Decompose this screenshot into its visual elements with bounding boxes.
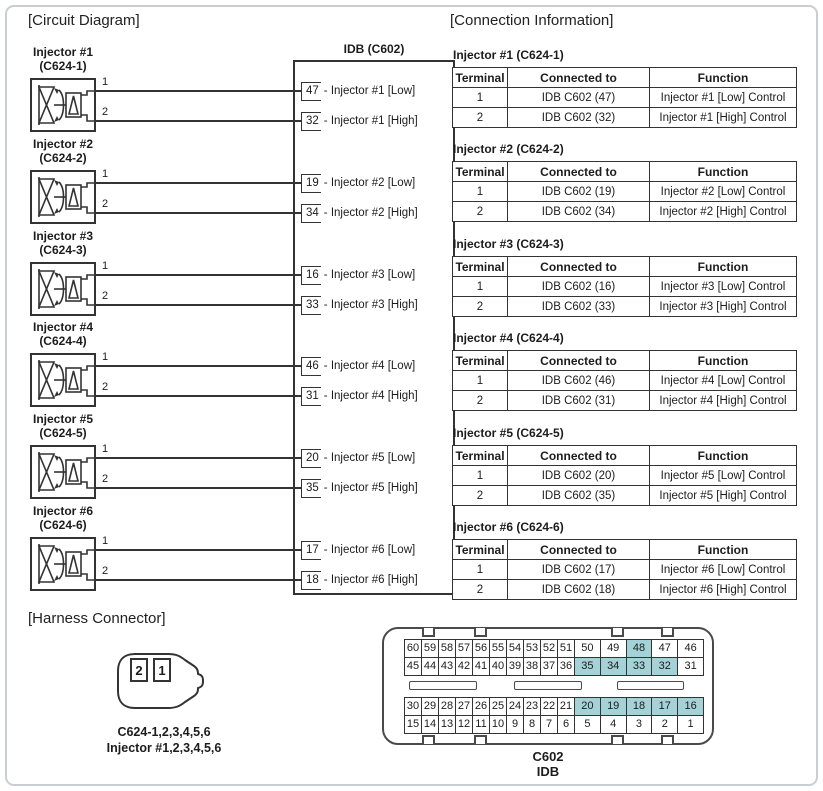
c602-tab <box>422 735 435 744</box>
table-cell: 2 <box>453 108 508 128</box>
injector-symbol-icon <box>32 447 94 497</box>
table-cell: 1 <box>453 466 508 486</box>
table-header-cell: Function <box>650 540 797 560</box>
idb-pin-row <box>301 478 418 498</box>
table-cell: IDB C602 (20) <box>508 466 650 486</box>
idb-pin-label: - Injector #3 [High] <box>323 299 418 311</box>
pin-cell: 60 <box>405 640 422 658</box>
c602-tab <box>661 628 674 637</box>
pin-cell: 45 <box>405 658 422 676</box>
idb-pin-label: - Injector #1 [High] <box>323 115 418 127</box>
table-cell: Injector #3 [Low] Control <box>650 277 797 297</box>
harness-pin-label: 1 <box>158 663 166 678</box>
harness-pin-label: 2 <box>135 663 143 678</box>
idb-pin-row <box>301 570 418 590</box>
table-cell: IDB C602 (19) <box>508 182 650 202</box>
wire-high <box>96 487 303 489</box>
pin-cell: 40 <box>490 658 507 676</box>
pin-cell: 31 <box>678 658 704 676</box>
injector-symbol-icon <box>32 355 94 405</box>
c602-tab <box>474 628 487 637</box>
injector-circuit-group <box>0 229 462 321</box>
pin-cell: 1 <box>678 716 704 734</box>
table-cell: 1 <box>453 371 508 391</box>
table-cell: IDB C602 (33) <box>508 297 650 317</box>
pin-cell: 5 <box>575 716 601 734</box>
table-row <box>453 391 797 411</box>
table-cell: IDB C602 (35) <box>508 486 650 506</box>
wire-low <box>96 90 303 92</box>
idb-pin-number: 17 <box>301 541 321 560</box>
c602-tab <box>474 735 487 744</box>
injector-name-label: Injector #5 <box>32 412 94 426</box>
connection-table <box>452 350 797 411</box>
harness-caption-line1: C624-1,2,3,4,5,6 <box>117 725 211 739</box>
idb-pin-number: 47 <box>301 82 321 101</box>
table-header-cell: Connected to <box>508 446 650 466</box>
table-header-cell: Connected to <box>508 162 650 182</box>
pin-cell: 10 <box>490 716 507 734</box>
injector-code-label: (C624-5) <box>39 426 87 440</box>
wire-high <box>96 304 303 306</box>
table-cell: Injector #6 [Low] Control <box>650 560 797 580</box>
table-cell: Injector #1 [Low] Control <box>650 88 797 108</box>
pin-cell: 55 <box>490 640 507 658</box>
wire-high <box>96 212 303 214</box>
pin-cell: 38 <box>524 658 541 676</box>
table-cell: IDB C602 (34) <box>508 202 650 222</box>
injector-name-label: Injector #1 <box>32 45 94 59</box>
wire-low <box>96 365 303 367</box>
table-cell: IDB C602 (18) <box>508 580 650 600</box>
table-header-cell: Terminal <box>453 68 508 88</box>
injector-connector-icon <box>114 650 210 712</box>
idb-pin-row <box>301 386 418 406</box>
pin-cell: 36 <box>558 658 575 676</box>
table-header-cell: Connected to <box>508 257 650 277</box>
table-header-cell: Function <box>650 162 797 182</box>
connection-table-group <box>452 331 798 411</box>
idb-pin-number: 16 <box>301 266 321 285</box>
table-row <box>453 297 797 317</box>
table-row <box>453 580 797 600</box>
terminal-1-label: 1 <box>102 535 109 547</box>
pin-cell: 48 <box>627 640 653 658</box>
table-cell: Injector #5 [Low] Control <box>650 466 797 486</box>
injector-box <box>30 78 96 132</box>
connection-table-group <box>452 520 798 600</box>
terminal-2-label: 2 <box>102 565 109 577</box>
pin-cell: 41 <box>473 658 490 676</box>
connection-table-heading: Injector #2 (C624-2) <box>453 142 564 156</box>
idb-pin-row <box>301 111 418 131</box>
pin-cell: 50 <box>575 640 601 658</box>
table-cell: Injector #1 [High] Control <box>650 108 797 128</box>
connection-table-heading: Injector #3 (C624-3) <box>453 237 564 251</box>
pin-cell: 24 <box>507 698 524 716</box>
table-cell: Injector #2 [Low] Control <box>650 182 797 202</box>
pin-cell: 17 <box>652 698 678 716</box>
pin-cell: 14 <box>422 716 439 734</box>
table-header-row <box>453 257 797 277</box>
table-row <box>453 88 797 108</box>
pin-cell: 49 <box>601 640 627 658</box>
connection-table-group <box>452 237 798 317</box>
table-cell: 2 <box>453 202 508 222</box>
pin-cell: 4 <box>601 716 627 734</box>
injector-circuit-group <box>0 320 462 412</box>
idb-pin-number: 31 <box>301 387 321 406</box>
table-cell: Injector #5 [High] Control <box>650 486 797 506</box>
c602-caption-line1: C602 <box>532 749 564 764</box>
idb-pin-label: - Injector #5 [High] <box>323 482 418 494</box>
table-cell: 1 <box>453 182 508 202</box>
idb-pin-number: 34 <box>301 204 321 223</box>
connector-slot <box>409 681 477 690</box>
idb-pin-row <box>301 173 415 193</box>
wire-high <box>96 579 303 581</box>
pin-cell: 59 <box>422 640 439 658</box>
wire-low <box>96 457 303 459</box>
pin-grid-row <box>404 716 704 734</box>
pin-cell: 37 <box>541 658 558 676</box>
connection-table-heading: Injector #4 (C624-4) <box>453 331 564 345</box>
table-cell: 2 <box>453 486 508 506</box>
idb-pin-number: 32 <box>301 112 321 131</box>
table-row <box>453 182 797 202</box>
injector-symbol-icon <box>32 264 94 314</box>
injector-circuit-group <box>0 412 462 504</box>
table-row <box>453 560 797 580</box>
idb-pin-label: - Injector #5 [Low] <box>323 452 416 464</box>
pin-block-bottom <box>404 697 704 734</box>
injector-symbol-icon <box>32 172 94 222</box>
pin-grid-row <box>404 658 704 676</box>
c602-tab <box>611 735 624 744</box>
pin-block-top <box>404 639 704 676</box>
pin-cell: 56 <box>473 640 490 658</box>
injector-box <box>30 445 96 499</box>
table-cell: 1 <box>453 560 508 580</box>
connection-table-heading: Injector #6 (C624-6) <box>453 520 564 534</box>
pin-cell: 16 <box>678 698 704 716</box>
injector-symbol-icon <box>32 80 94 130</box>
injector-box <box>30 537 96 591</box>
pin-grid-row <box>404 697 704 716</box>
pin-cell: 19 <box>601 698 627 716</box>
pin-cell: 39 <box>507 658 524 676</box>
wire-low <box>96 182 303 184</box>
table-cell: 2 <box>453 297 508 317</box>
circuit-diagram-title: [Circuit Diagram] <box>28 12 140 29</box>
pin-cell: 2 <box>652 716 678 734</box>
table-header-row <box>453 446 797 466</box>
idb-pin-label: - Injector #2 [High] <box>323 207 418 219</box>
injector-symbol-icon <box>32 539 94 589</box>
idb-pin-number: 46 <box>301 357 321 376</box>
pin-cell: 52 <box>541 640 558 658</box>
pin-cell: 29 <box>422 698 439 716</box>
connection-table <box>452 539 797 600</box>
idb-pin-row <box>301 356 415 376</box>
pin-cell: 25 <box>490 698 507 716</box>
pin-cell: 23 <box>524 698 541 716</box>
pin-cell: 43 <box>439 658 456 676</box>
table-header-cell: Function <box>650 68 797 88</box>
table-cell: IDB C602 (16) <box>508 277 650 297</box>
idb-pin-row <box>301 295 418 315</box>
idb-pin-number: 33 <box>301 296 321 315</box>
table-cell: IDB C602 (46) <box>508 371 650 391</box>
c602-tab <box>611 628 624 637</box>
c602-connector-diagram <box>382 627 714 745</box>
injector-code-label: (C624-6) <box>39 518 87 532</box>
connection-table-group <box>452 48 798 128</box>
table-cell: IDB C602 (32) <box>508 108 650 128</box>
pin-cell: 54 <box>507 640 524 658</box>
wire-high <box>96 395 303 397</box>
table-header-cell: Function <box>650 446 797 466</box>
table-row <box>453 371 797 391</box>
c602-caption-line2: IDB <box>536 764 560 779</box>
table-cell: 1 <box>453 88 508 108</box>
terminal-2-label: 2 <box>102 473 109 485</box>
table-header-row <box>453 351 797 371</box>
terminal-1-label: 1 <box>102 351 109 363</box>
table-header-cell: Terminal <box>453 257 508 277</box>
idb-pin-label: - Injector #6 [High] <box>323 574 418 586</box>
idb-pin-label: - Injector #4 [High] <box>323 390 418 402</box>
connector-slot <box>617 681 684 690</box>
idb-pin-label: - Injector #6 [Low] <box>323 544 416 556</box>
idb-pin-row <box>301 265 415 285</box>
table-header-cell: Function <box>650 257 797 277</box>
idb-pin-row <box>301 448 415 468</box>
pin-cell: 18 <box>627 698 653 716</box>
harness-caption-line2: Injector #1,2,3,4,5,6 <box>106 741 222 755</box>
idb-header-label: IDB (C602) <box>343 42 405 56</box>
injector-name-label: Injector #2 <box>32 137 94 151</box>
injector-code-label: (C624-3) <box>39 243 87 257</box>
pin-cell: 34 <box>601 658 627 676</box>
terminal-2-label: 2 <box>102 290 109 302</box>
connection-table <box>452 445 797 506</box>
injector-circuit-group <box>0 45 462 137</box>
connection-information-title: [Connection Information] <box>450 12 614 29</box>
table-row <box>453 466 797 486</box>
pin-cell: 21 <box>558 698 575 716</box>
injector-code-label: (C624-4) <box>39 334 87 348</box>
injector-code-label: (C624-1) <box>39 59 87 73</box>
table-row <box>453 202 797 222</box>
wire-low <box>96 274 303 276</box>
pin-cell: 32 <box>652 658 678 676</box>
table-cell: IDB C602 (31) <box>508 391 650 411</box>
terminal-2-label: 2 <box>102 106 109 118</box>
idb-pin-label: - Injector #3 [Low] <box>323 269 416 281</box>
pin-cell: 3 <box>627 716 653 734</box>
wire-high <box>96 120 303 122</box>
idb-pin-label: - Injector #4 [Low] <box>323 360 416 372</box>
pin-cell: 20 <box>575 698 601 716</box>
pin-cell: 26 <box>473 698 490 716</box>
connection-table-group <box>452 426 798 506</box>
pin-cell: 46 <box>678 640 704 658</box>
table-row <box>453 277 797 297</box>
idb-pin-number: 20 <box>301 449 321 468</box>
table-header-cell: Connected to <box>508 68 650 88</box>
table-header-cell: Terminal <box>453 351 508 371</box>
idb-pin-label: - Injector #1 [Low] <box>323 85 416 97</box>
wire-low <box>96 549 303 551</box>
connection-table-group <box>452 142 798 222</box>
pin-cell: 13 <box>439 716 456 734</box>
pin-cell: 6 <box>558 716 575 734</box>
idb-pin-number: 19 <box>301 174 321 193</box>
table-header-row <box>453 162 797 182</box>
pin-cell: 11 <box>473 716 490 734</box>
terminal-2-label: 2 <box>102 381 109 393</box>
injector-circuit-group <box>0 504 462 596</box>
table-header-cell: Terminal <box>453 446 508 466</box>
table-cell: Injector #2 [High] Control <box>650 202 797 222</box>
injector-box <box>30 262 96 316</box>
table-cell: 2 <box>453 391 508 411</box>
pin-cell: 30 <box>405 698 422 716</box>
pin-cell: 42 <box>456 658 473 676</box>
pin-cell: 33 <box>627 658 653 676</box>
terminal-1-label: 1 <box>102 260 109 272</box>
connector-slot <box>514 681 582 690</box>
terminal-2-label: 2 <box>102 198 109 210</box>
pin-cell: 7 <box>541 716 558 734</box>
pin-cell: 9 <box>507 716 524 734</box>
c602-tab <box>661 735 674 744</box>
table-header-cell: Function <box>650 351 797 371</box>
pin-cell: 12 <box>456 716 473 734</box>
pin-grid-row <box>404 639 704 658</box>
harness-connector-title: [Harness Connector] <box>28 610 166 627</box>
connection-table <box>452 256 797 317</box>
terminal-1-label: 1 <box>102 168 109 180</box>
pin-cell: 15 <box>405 716 422 734</box>
injector-box <box>30 170 96 224</box>
idb-pin-number: 35 <box>301 479 321 498</box>
idb-pin-row <box>301 203 418 223</box>
table-cell: Injector #4 [Low] Control <box>650 371 797 391</box>
table-header-row <box>453 540 797 560</box>
idb-pin-row <box>301 81 415 101</box>
table-header-row <box>453 68 797 88</box>
injector-box <box>30 353 96 407</box>
table-cell: 1 <box>453 277 508 297</box>
injector-name-label: Injector #3 <box>32 229 94 243</box>
pin-cell: 51 <box>558 640 575 658</box>
pin-cell: 57 <box>456 640 473 658</box>
c602-caption <box>382 749 714 779</box>
table-header-cell: Connected to <box>508 540 650 560</box>
table-row <box>453 486 797 506</box>
c602-tab <box>422 628 435 637</box>
table-header-cell: Terminal <box>453 162 508 182</box>
injector-circuit-group <box>0 137 462 229</box>
harness-connector-caption <box>58 724 270 756</box>
idb-pin-number: 18 <box>301 571 321 590</box>
pin-cell: 58 <box>439 640 456 658</box>
table-header-cell: Terminal <box>453 540 508 560</box>
table-cell: IDB C602 (47) <box>508 88 650 108</box>
pin-cell: 35 <box>575 658 601 676</box>
table-cell: Injector #4 [High] Control <box>650 391 797 411</box>
idb-pin-label: - Injector #2 [Low] <box>323 177 416 189</box>
connection-table <box>452 161 797 222</box>
connection-table <box>452 67 797 128</box>
pin-cell: 53 <box>524 640 541 658</box>
connection-table-heading: Injector #1 (C624-1) <box>453 48 564 62</box>
injector-name-label: Injector #6 <box>32 504 94 518</box>
terminal-1-label: 1 <box>102 76 109 88</box>
connection-table-heading: Injector #5 (C624-5) <box>453 426 564 440</box>
table-cell: IDB C602 (17) <box>508 560 650 580</box>
pin-cell: 47 <box>652 640 678 658</box>
table-cell: 2 <box>453 580 508 600</box>
idb-pin-row <box>301 540 415 560</box>
table-cell: Injector #3 [High] Control <box>650 297 797 317</box>
pin-cell: 27 <box>456 698 473 716</box>
table-header-cell: Connected to <box>508 351 650 371</box>
terminal-1-label: 1 <box>102 443 109 455</box>
injector-name-label: Injector #4 <box>32 320 94 334</box>
pin-cell: 28 <box>439 698 456 716</box>
table-row <box>453 108 797 128</box>
table-cell: Injector #6 [High] Control <box>650 580 797 600</box>
pin-cell: 22 <box>541 698 558 716</box>
pin-cell: 44 <box>422 658 439 676</box>
injector-code-label: (C624-2) <box>39 151 87 165</box>
pin-cell: 8 <box>524 716 541 734</box>
